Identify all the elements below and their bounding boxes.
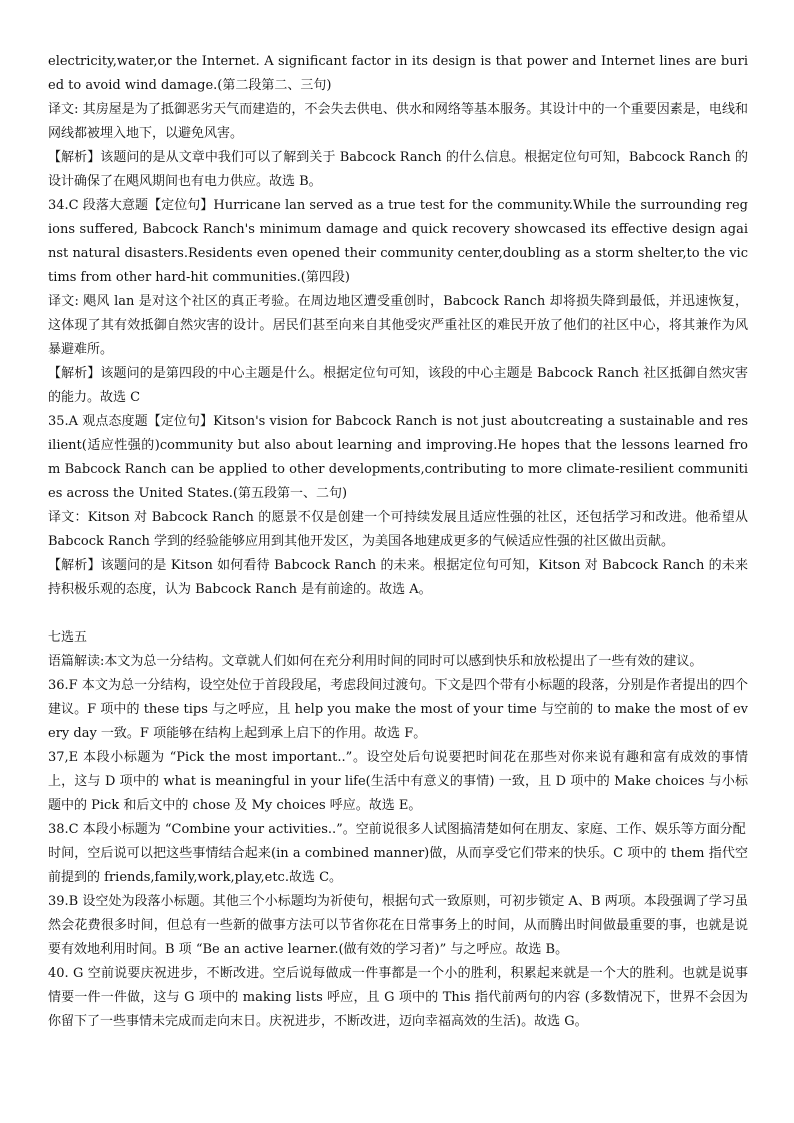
- document-page: [48, 50, 748, 1034]
- text-line-5: 译文: 飓风 lan 是对这个社区的真正考验。在周边地区遭受重创时，Babcock Ranch 却将损失降到最低，并迅速恢复，这体现了其有效抵御自然灾害的设计。居民们甚至向来自其他受灾严重社区的难民开放了他们的社区中心，将其兼作为风暴避难所。: [48, 294, 748, 357]
- text-line-11: 语篇解读:本文为总一分结构。文章就人们如何在充分利用时间的同时可以感到快乐和放松提出了一些有效的建议。: [48, 654, 703, 669]
- text-line-13: 37,E 本段小标题为 “Pick the most important..”。设空处后句说要把时间花在那些对你来说有趣和富有成效的事情上，这与 D 项中的 what is meaningful in your life(生活中有意义的事情) 一致，且 D 项中的 Make choices 与小标题中的 Pick 和后文中的 chose 及 My choices 呼应。故选 E。: [48, 750, 748, 813]
- text-line-16: 39.B 设空处为段落小标题。其他三个小标题均为祈使句，根据句式一致原则，可初步锁定 A、B 两项。本段强调了学习虽然会花费很多时间，但总有一些新的做事方法可以节省你花在日常事务上的时间，从而腾出时间做最重要的事，也就是说要有效地利用时间。B 项 “Be an active learner.(做有效的学习者)” 与之呼应。故选 B。: [48, 894, 748, 957]
- text-line-9: 【解析】该题问的是 Kitson 如何看待 Babcock Ranch 的未来。根据定位句可知，Kitson 对 Babcock Ranch 的未来持积极乐观的态度，认为 Babcock Ranch 是有前途的。故选 A。: [48, 558, 748, 597]
- section-heading: 七选五: [48, 630, 88, 645]
- text-line-6: 【解析】该题问的是第四段的中心主题是什么。根据定位句可知，该段的中心主题是 Babcock Ranch 社区抵御自然灾害的能力。故选 C: [48, 366, 748, 405]
- text-line-7: 35.A 观点态度题【定位句】Kitson's vision for Babcock Ranch is not just aboutcreating a sustainable and resilient(适应性强的)community but also about learning and improving.He hopes that the lessons learned from Babcock Ranch can be applied to other developments,contributing to more climate-resilient communities across the United States.(第五段第一、二句): [48, 414, 748, 501]
- text-line-4: 34.C 段落大意题【定位句】Hurricane lan served as a true test for the community.While the surrounding regions suffered, Babcock Ranch's minimum damage and quick recovery showcased its effective design against natural disasters.Residents even opened their community center,doubling as a storm shelter,to the victims from other hard-hit communities.(第四段): [48, 198, 748, 285]
- text-line-2: 译文: 其房屋是为了抵御恶劣天气而建造的，不会失去供电、供水和网络等基本服务。其设计中的一个重要因素是，电线和网线都被埋入地下，以避免风害。: [48, 102, 748, 141]
- text-line-15: 时间，空后说可以把这些事情结合起来(in a combined manner)做，从而享受它们带来的快乐。C 项中的 them 指代空前提到的 friends,family,work,play,etc.故选 C。: [48, 846, 748, 885]
- text-line-14: 38.C 本段小标题为 “Combine your activities..”。空前说很多人试图搞清楚如何在朋友、家庭、工作、娱乐等方面分配: [48, 822, 746, 837]
- text-line-3: 【解析】该题问的是从文章中我们可以了解到关于 Babcock Ranch 的什么信息。根据定位句可知，Babcock Ranch 的设计确保了在飓风期间也有电力供应。故选 B。: [48, 150, 748, 189]
- text-line-1: electricity,water,or the Internet. A significant factor in its design is that power and Internet lines are buried to avoid wind damage.(第二段第二、三句): [48, 54, 748, 93]
- text-line-8: 译文：Kitson 对 Babcock Ranch 的愿景不仅是创建一个可持续发展且适应性强的社区，还包括学习和改进。他希望从 Babcock Ranch 学到的经验能够应用到其他开发区，为美国各地建成更多的气候适应性强的社区做出贡献。: [48, 510, 748, 549]
- text-line-17: 40. G 空前说要庆祝进步，不断改进。空后说每做成一件事都是一个小的胜利，积累起来就是一个大的胜利。也就是说事情要一件一件做，这与 G 项中的 making lists 呼应，且 G 项中的 This 指代前两句的内容 (多数情况下，世界不会因为你留下了一些事情未完成而走向末日。庆祝进步，不断改进，迈向幸福高效的生活)。故选 G。: [48, 966, 748, 1029]
- blank-line: [48, 602, 748, 626]
- text-line-12: 36.F 本文为总一分结构，设空处位于首段段尾，考虑段间过渡句。下文是四个带有小标题的段落，分别是作者提出的四个建议。F 项中的 these tips 与之呼应，且 help you make the most of your time 与空前的 to make the most of every day 一致。F 项能够在结构上起到承上启下的作用。故选 F。: [48, 678, 748, 741]
